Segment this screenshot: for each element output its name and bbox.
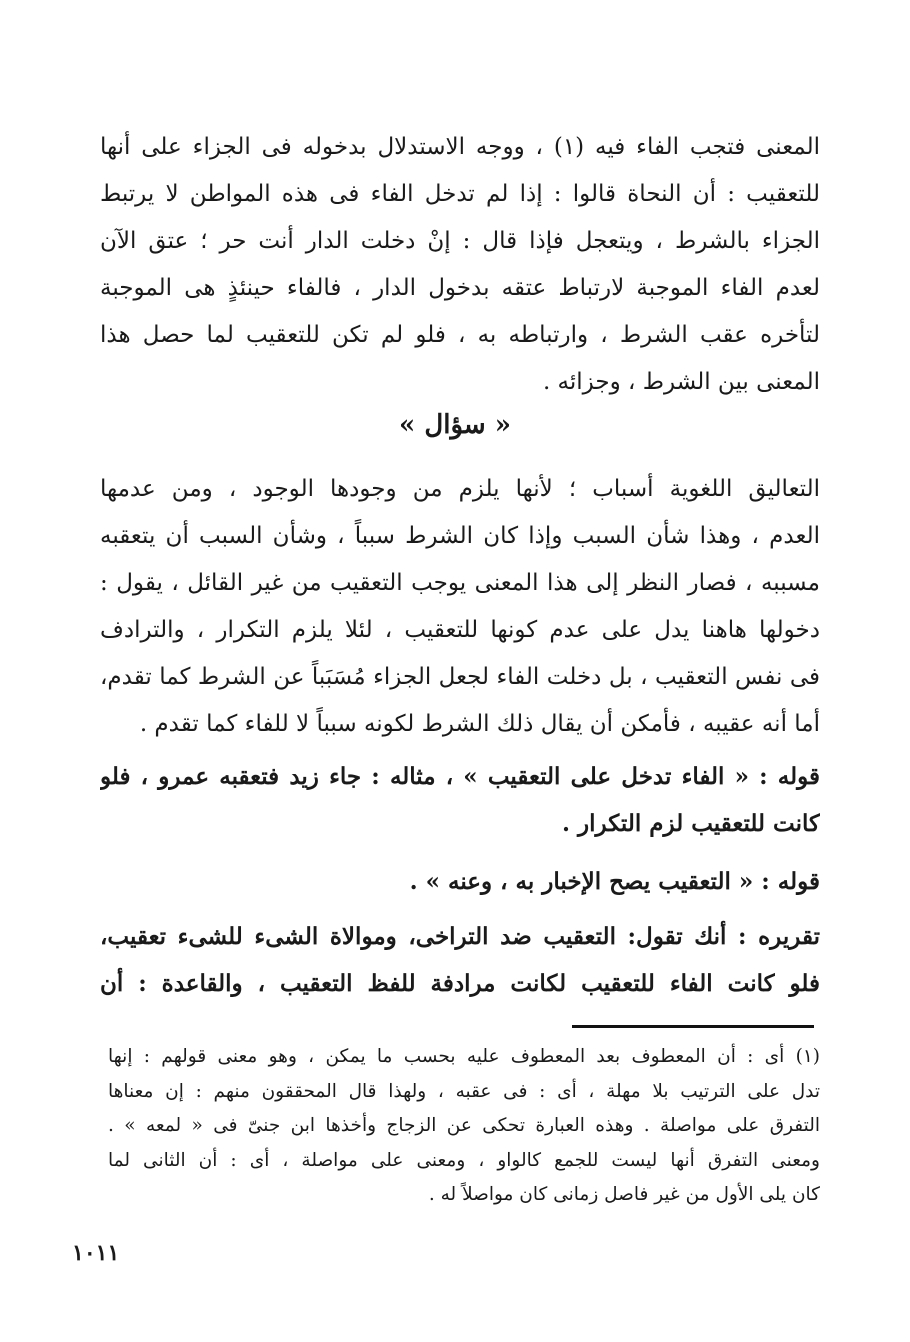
- text-line: العدم ، وهذا شأن السبب وإذا كان الشرط سبباً ، وشأن السبب أن يتعقبه: [100, 523, 820, 549]
- text-line: لعدم الفاء الموجبة لارتباط عتقه بدخول الدار ، فالفاء حينئذٍ هى الموجبة: [100, 275, 820, 301]
- text-line: دخولها هاهنا يدل على عدم كونها للتعقيب ، لئلا يلزم التكرار ، والترادف: [100, 617, 820, 643]
- text-line: تقريره : أنك تقول: التعقيب ضد التراخى، وموالاة الشىء للشىء تعقيب،: [100, 923, 820, 950]
- footnote-line: ومعنى التفرق أنها ليست للجمع كالواو ، ومعنى على مواصلة ، أى : أن الثانى لما: [108, 1149, 820, 1171]
- text-line: المعنى فتجب الفاء فيه (١) ، ووجه الاستدلال بدخوله فى الجزاء على أنها: [100, 134, 820, 160]
- text-line: الجزاء بالشرط ، ويتعجل فإذا قال : إنْ دخلت الدار أنت حر ؛ عتق الآن: [100, 228, 820, 254]
- text-line: التعاليق اللغوية أسباب ؛ لأنها يلزم من وجودها الوجود ، ومن عدمها: [100, 476, 820, 502]
- text-line: قوله : « التعقيب يصح الإخبار به ، وعنه » .: [409, 868, 820, 895]
- footnote-line: التفرق على مواصلة . وهذه العبارة تحكى عن الزجاج وأخذها ابن جنىّ فى « لمعه » .: [108, 1115, 820, 1136]
- text-line: المعنى بين الشرط ، وجزائه .: [542, 369, 820, 395]
- text-line: لتأخره عقب الشرط ، وارتباطه به ، فلو لم تكن للتعقيب لما حصل هذا: [100, 322, 820, 348]
- paragraph-quote-1: [100, 753, 820, 847]
- paragraph-continuation: [100, 124, 820, 406]
- footnote-line: كان يلى الأول من غير فاصل زمانى كان مواصلاً له .: [428, 1184, 820, 1205]
- text-line: للتعقيب : أن النحاة قالوا : إذا لم تدخل الفاء فى هذه المواطن لا يرتبط: [100, 181, 820, 207]
- paragraph-quote-2: [100, 858, 820, 905]
- text-line: كانت للتعقيب لزم التكرار .: [562, 810, 820, 837]
- text-line: مسببه ، فصار النظر إلى هذا المعنى يوجب التعقيب من غير القائل ، يقول :: [100, 570, 820, 596]
- page-number: ١٠١١: [72, 1240, 120, 1266]
- text-line: فى نفس التعقيب ، بل دخلت الفاء لجعل الجزاء مُسَبَباً عن الشرط كما تقدم،: [100, 664, 820, 690]
- footnote: [108, 1040, 820, 1213]
- text-line: أما أنه عقيبه ، فأمكن أن يقال ذلك الشرط لكونه سبباً لا للفاء كما تقدم .: [139, 711, 820, 737]
- text-line: فلو كانت الفاء للتعقيب لكانت مرادفة للفظ التعقيب ، والقاعدة : أن: [100, 970, 820, 997]
- paragraph-question: [100, 466, 820, 748]
- section-heading: « سؤال »: [399, 410, 511, 440]
- text-line: قوله : « الفاء تدخل على التعقيب » ، مثاله : جاء زيد فتعقبه عمرو ، فلو: [100, 763, 820, 790]
- footnote-line: تدل على الترتيب بلا مهلة ، أى : فى عقبه ، ولهذا قال المحققون منهم : إن معناها: [108, 1080, 820, 1102]
- footnote-line: (١) أى : أن المعطوف بعد المعطوف عليه بحسب ما يمكن ، وهو معنى قولهم : إنها: [108, 1046, 820, 1067]
- paragraph-explanation: [100, 913, 820, 1007]
- footnote-divider: [572, 1025, 814, 1028]
